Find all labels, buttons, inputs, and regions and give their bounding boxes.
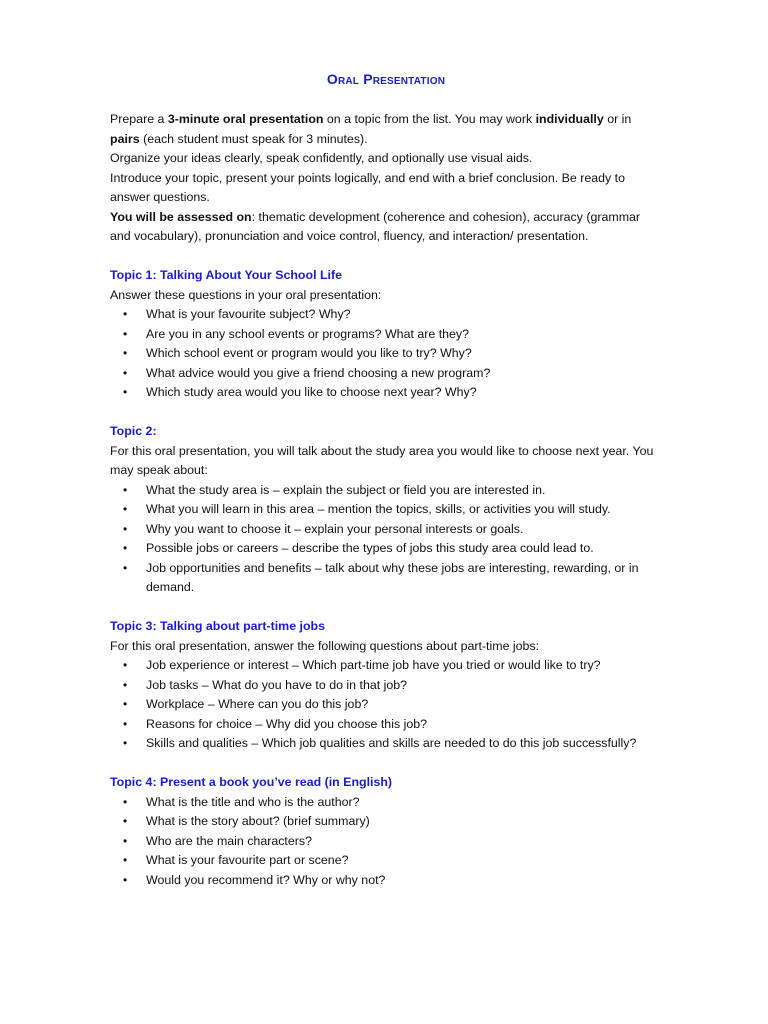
list-item-text: Would you recommend it? Why or why not? <box>146 872 386 887</box>
list-item <box>110 559 662 598</box>
list-item <box>110 539 662 559</box>
list-item-text: What advice would you give a friend choosing a new program? <box>146 365 491 380</box>
topic-2-list <box>110 481 662 598</box>
list-item-text: Possible jobs or careers – describe the types of jobs this study area could lead to. <box>146 541 594 555</box>
intro-block <box>110 110 662 247</box>
list-item-text: Job experience or interest – Which part-time job have you tried or would like to try? <box>146 658 601 672</box>
intro-bold-duration: 3-minute oral presentation <box>167 112 324 126</box>
list-item-text: Which school event or program would you like to try? Why? <box>146 346 472 360</box>
topic-3-section <box>110 617 662 754</box>
list-item-text: Job opportunities and benefits – talk about why these jobs are interesting, rewarding, or in demand. <box>146 560 639 594</box>
intro-paragraph-3: Introduce your topic, present your points logically, and end with a brief conclusion. Be ready to answer questions. <box>110 170 625 204</box>
bullet-icon: • <box>123 794 128 809</box>
list-item-text: What you will learn in this area – mention the topics, skills, or activities you will study. <box>146 502 611 516</box>
bullet-icon: • <box>123 872 128 887</box>
list-item-text: Job tasks – What do you have to do in that job? <box>146 677 408 692</box>
topic-4-heading: Topic 4: Present a book you’ve read (in English) <box>110 775 393 789</box>
list-item <box>110 656 662 676</box>
list-item-text: What is the title and who is the author? <box>146 794 360 809</box>
list-item <box>110 793 662 813</box>
bullet-icon: • <box>123 853 128 867</box>
list-item-text: Workplace – Where can you do this job? <box>146 697 369 711</box>
topic-2-lead: For this oral presentation, you will talk about the study area you would like to choose next year. You may speak about: <box>110 443 654 477</box>
topic-3-lead: For this oral presentation, answer the following questions about part-time jobs: <box>110 638 540 653</box>
page-title: Oral Presentation <box>326 71 446 87</box>
topic-1-heading: Topic 1: Talking About Your School Life <box>110 268 342 282</box>
list-item <box>110 344 662 364</box>
list-item-text: Which study area would you like to choose next year? Why? <box>146 385 477 399</box>
assessment-label: You will be assessed on <box>110 209 252 224</box>
list-item <box>110 832 662 852</box>
list-item <box>110 851 662 871</box>
list-item-text: Who are the main characters? <box>146 833 312 848</box>
list-item-text: What is the story about? (brief summary) <box>146 814 370 828</box>
intro-text: or in <box>603 112 632 126</box>
bullet-icon: • <box>123 482 128 497</box>
topic-4-list <box>110 793 662 891</box>
list-item <box>110 715 662 735</box>
bullet-icon: • <box>123 697 128 711</box>
list-item <box>110 695 662 715</box>
list-item <box>110 481 662 501</box>
bullet-icon: • <box>123 658 128 672</box>
bullet-icon: • <box>123 521 128 536</box>
intro-text: Prepare a <box>110 112 168 126</box>
topic-4-section <box>110 773 662 890</box>
list-item-text: Why you want to choose it – explain your personal interests or goals. <box>146 521 524 536</box>
bullet-icon: • <box>123 307 128 321</box>
topic-1-lead: Answer these questions in your oral presentation: <box>110 287 382 302</box>
topic-1-section <box>110 266 662 403</box>
bullet-icon: • <box>123 385 128 399</box>
list-item <box>110 364 662 384</box>
bullet-icon: • <box>123 560 128 575</box>
intro-text: on a topic from the list. You may work <box>323 112 536 126</box>
list-item <box>110 676 662 696</box>
intro-paragraph-4 <box>110 208 662 247</box>
bullet-icon: • <box>123 541 128 555</box>
list-item <box>110 812 662 832</box>
list-item-text: Are you in any school events or programs? What are they? <box>146 326 470 341</box>
assessment-criteria: : thematic development (coherence and cohesion), accuracy (grammar and vocabulary), pronunciation and voice control, fluency, and interaction/ presentation. <box>110 209 641 243</box>
bullet-icon: • <box>123 365 128 380</box>
bullet-icon: • <box>123 814 128 828</box>
intro-text: (each student must speak for 3 minutes). <box>139 131 368 146</box>
intro-paragraph-1 <box>110 110 662 149</box>
intro-bold-individually: individually <box>535 112 604 126</box>
list-item <box>110 305 662 325</box>
intro-bold-pairs: pairs <box>110 131 140 146</box>
intro-paragraph-2: Organize your ideas clearly, speak confidently, and optionally use visual aids. <box>110 151 533 165</box>
topic-1-list <box>110 305 662 403</box>
list-item-text: Reasons for choice – Why did you choose this job? <box>146 716 428 731</box>
topic-3-heading: Topic 3: Talking about part-time jobs <box>110 619 326 633</box>
topic-2-section <box>110 422 662 598</box>
bullet-icon: • <box>123 833 128 848</box>
bullet-icon: • <box>123 736 128 750</box>
list-item-text: What is your favourite part or scene? <box>146 853 349 867</box>
list-item <box>110 871 662 891</box>
document-page <box>110 70 662 910</box>
bullet-icon: • <box>123 346 128 360</box>
bullet-icon: • <box>123 677 128 692</box>
list-item-text: What the study area is – explain the subject or field you are interested in. <box>146 482 546 497</box>
list-item <box>110 325 662 345</box>
bullet-icon: • <box>123 502 128 516</box>
topic-2-heading: Topic 2: <box>110 424 157 438</box>
bullet-icon: • <box>123 716 128 731</box>
topic-3-list <box>110 656 662 754</box>
list-item-text: Skills and qualities – Which job qualities and skills are needed to do this job successfully? <box>146 736 637 750</box>
list-item <box>110 500 662 520</box>
list-item <box>110 520 662 540</box>
list-item-text: What is your favourite subject? Why? <box>146 307 351 321</box>
bullet-icon: • <box>123 326 128 341</box>
list-item <box>110 383 662 403</box>
list-item <box>110 734 662 754</box>
